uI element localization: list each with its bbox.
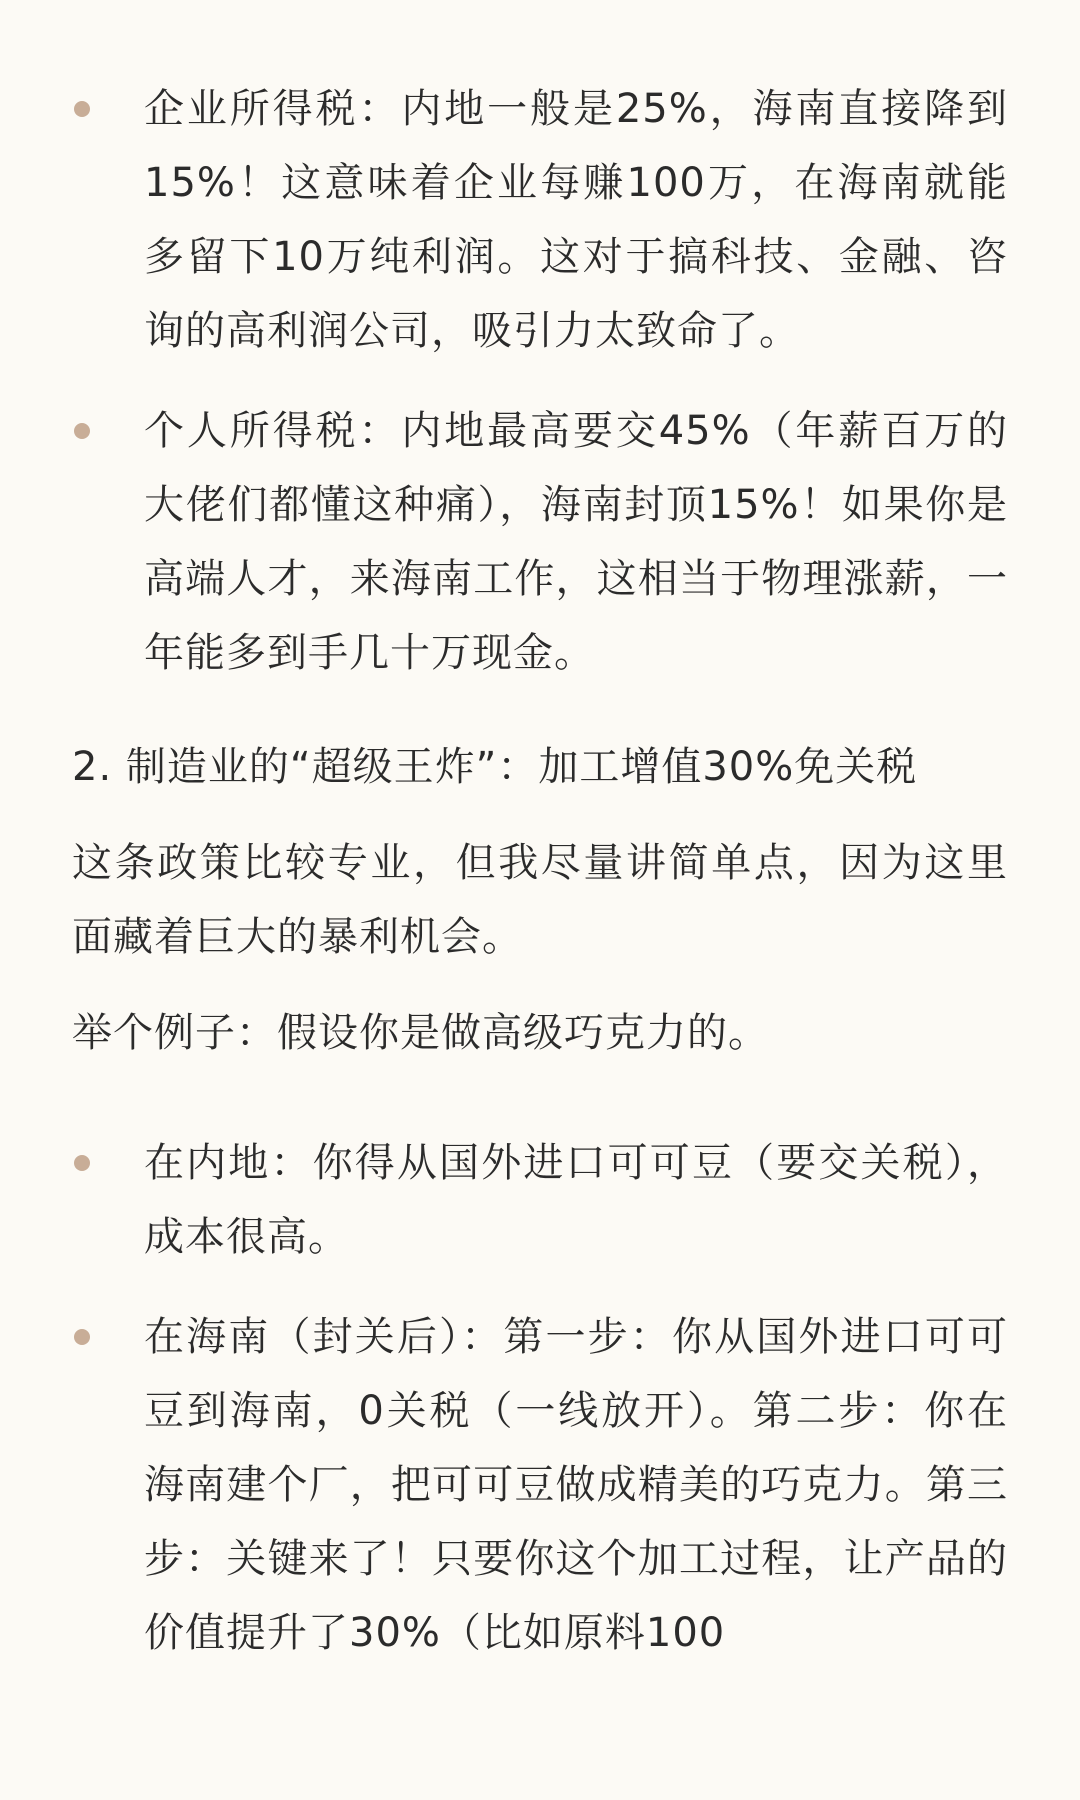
intro-paragraph: 这条政策比较专业，但我尽量讲简单点，因为这里面藏着巨大的暴利机会。 [72,840,1008,960]
list-item-text: 在海南（封关后）：第一步：你从国外进口可可豆到海南，0关税（一线放开）。第二步：你在海南建个厂，把可可豆做成精美的巧克力。第三步：关键来了！只要你这个加工过程，让产品的价值提升了30%（比如原料100 [144,1314,1008,1656]
list-item-text: 在内地：你得从国外进口可可豆（要交关税），成本很高。 [144,1140,1008,1260]
example-list [72,1126,1008,1670]
bullet-dot-icon [74,423,90,439]
list-item-text: 企业所得税：内地一般是25%，海南直接降到15%！这意味着企业每赚100万，在海南就能多留下10万纯利润。这对于搞科技、金融、咨询的高利润公司，吸引力太致命了。 [144,86,1008,354]
bullet-dot-icon [74,101,90,117]
list-item-text: 个人所得税：内地最高要交45%（年薪百万的大佬们都懂这种痛），海南封顶15%！如果你是高端人才，来海南工作，这相当于物理涨薪，一年能多到手几十万现金。 [144,408,1008,676]
bullet-dot-icon [74,1155,90,1171]
list-item-corporate-tax [72,72,1008,368]
list-item-mainland [72,1126,1008,1274]
bullet-dot-icon [74,1329,90,1345]
list-item-personal-tax [72,394,1008,690]
section-heading: 2. 制造业的“超级王炸”：加工增值30%免关税 [72,744,918,790]
tax-list [72,72,1008,690]
list-item-hainan [72,1300,1008,1670]
example-paragraph: 举个例子：假设你是做高级巧克力的。 [72,1010,769,1056]
